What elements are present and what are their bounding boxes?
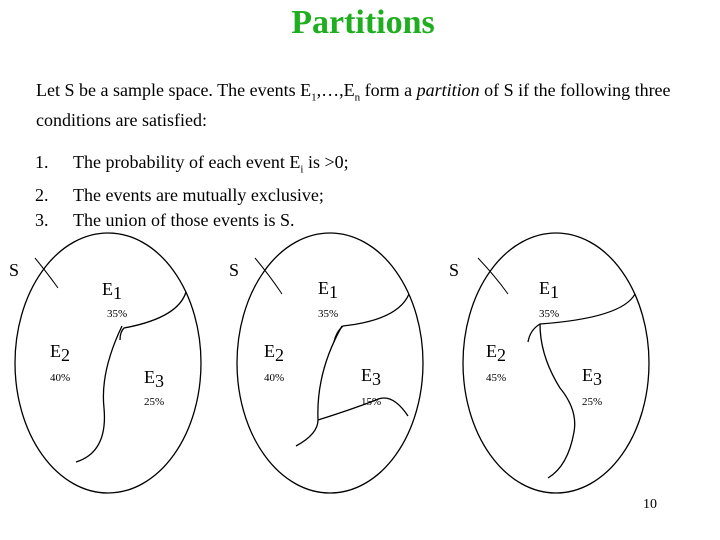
intro-text-1: Let S be a sample space. The events E bbox=[36, 80, 312, 100]
s-pointer-line bbox=[255, 258, 282, 294]
partition-diagram-2 bbox=[229, 233, 423, 493]
sample-space-label: S bbox=[229, 260, 240, 280]
condition-text: The union of those events is S. bbox=[73, 209, 295, 230]
intro-sub-n: n bbox=[354, 91, 361, 104]
event-percent-e2: 45% bbox=[486, 372, 507, 384]
intro-after: of S if the following three conditions are satisfied: bbox=[36, 80, 671, 130]
slide-title: Partitions bbox=[291, 4, 435, 41]
condition-number: 1. bbox=[35, 152, 49, 172]
event-percent-e2: 40% bbox=[50, 372, 71, 384]
sample-space-label: S bbox=[9, 260, 20, 280]
event-percent-e1: 35% bbox=[318, 308, 339, 320]
partition-diagram-1 bbox=[9, 233, 201, 493]
partition-diagram-3 bbox=[449, 233, 649, 493]
event-label-e3: E3 bbox=[361, 365, 381, 389]
event-percent-e2: 40% bbox=[264, 372, 285, 384]
event-label-e2: E2 bbox=[50, 341, 70, 365]
intro-sub-1: 1 bbox=[311, 91, 317, 104]
intro-ellipsis: ,…,E bbox=[316, 80, 355, 100]
event-percent-e1: 35% bbox=[107, 308, 128, 320]
partition-boundary bbox=[76, 326, 122, 462]
event-label-e2: E2 bbox=[264, 341, 284, 365]
condition-text-before: The probability of each event E bbox=[73, 152, 301, 172]
event-label-e1: E1 bbox=[102, 279, 122, 303]
sample-space-oval bbox=[237, 233, 423, 493]
sample-space-label: S bbox=[449, 260, 460, 280]
condition-text: The events are mutually exclusive; bbox=[73, 184, 324, 205]
condition-sub: i bbox=[300, 163, 304, 176]
s-pointer-line bbox=[35, 258, 58, 288]
event-label-e1: E1 bbox=[318, 278, 338, 302]
event-percent-e3: 25% bbox=[144, 396, 165, 408]
event-percent-e1: 35% bbox=[539, 308, 560, 320]
condition-text-after: is >0; bbox=[303, 152, 349, 172]
page-number: 10 bbox=[643, 497, 657, 512]
event-label-e3: E3 bbox=[144, 367, 164, 391]
condition-number: 2. bbox=[35, 184, 49, 205]
event-percent-e3: 15% bbox=[361, 396, 382, 408]
partition-boundary bbox=[540, 324, 575, 478]
partition-boundary bbox=[296, 326, 342, 446]
partition-boundary bbox=[120, 292, 186, 340]
intro-middle: form a bbox=[360, 80, 417, 100]
intro-emphasis: partition bbox=[416, 80, 480, 100]
s-pointer-line bbox=[478, 258, 508, 294]
partition-boundary bbox=[334, 294, 409, 342]
event-percent-e3: 25% bbox=[582, 396, 603, 408]
event-label-e3: E3 bbox=[582, 365, 602, 389]
event-label-e2: E2 bbox=[486, 341, 506, 365]
event-label-e1: E1 bbox=[539, 278, 559, 302]
condition-number: 3. bbox=[35, 209, 49, 230]
